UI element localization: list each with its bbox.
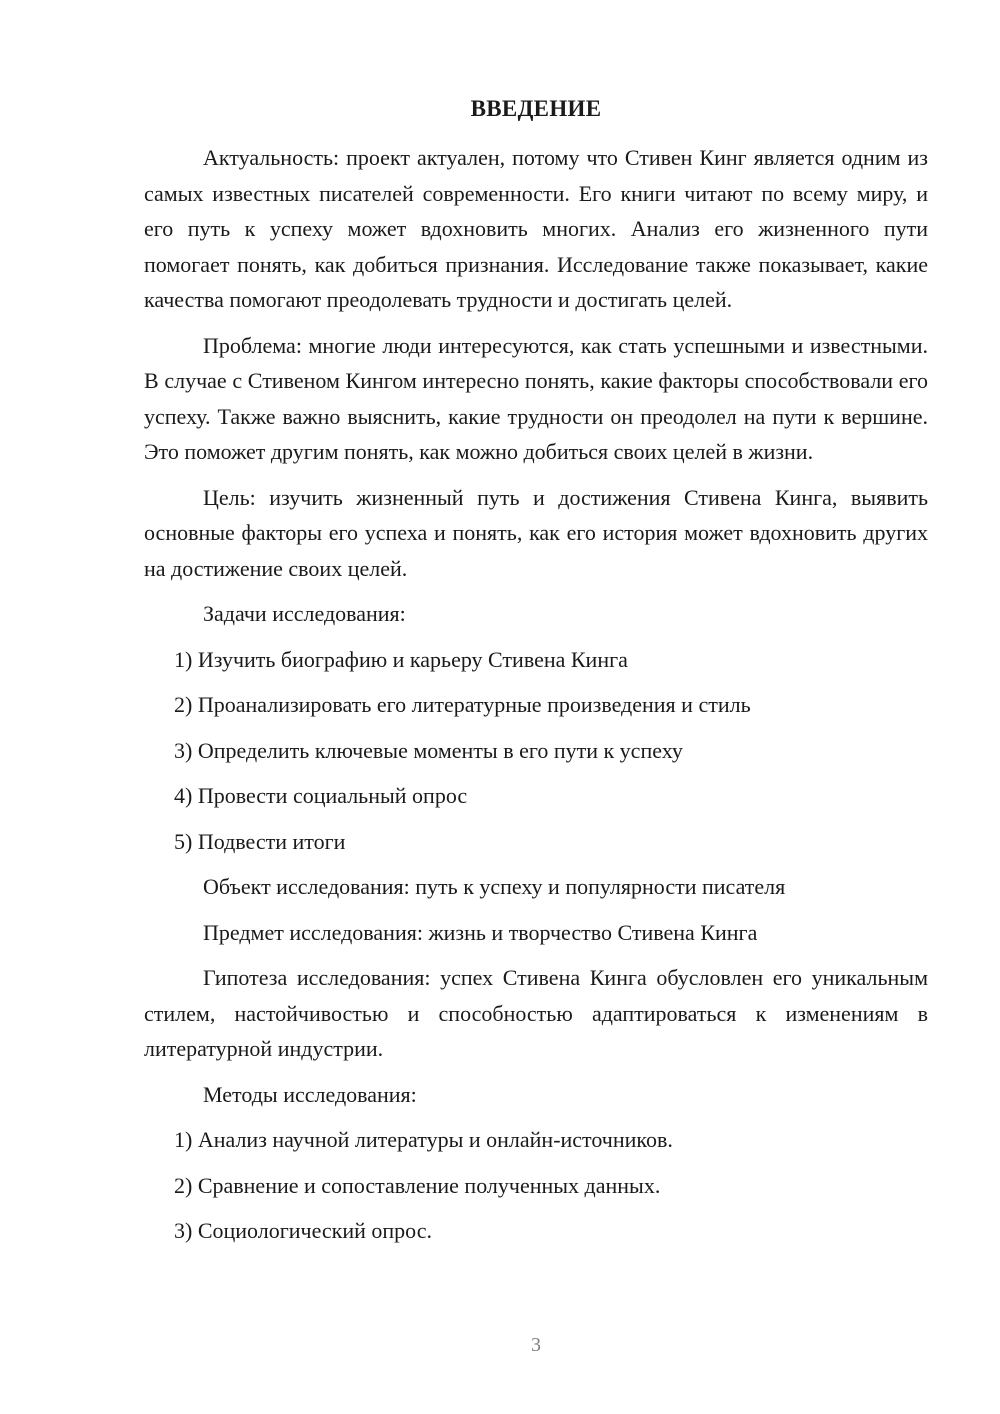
goal-paragraph: Цель: изучить жизненный путь и достижения Стивена Кинга, выявить основные факторы его успеха и понять, как его история может вдохновить других на достижение своих целей.	[144, 484, 928, 581]
tasks-title: Задачи исследования:	[203, 601, 406, 626]
task-item: 3) Определить ключевые моменты в его пути к успеху	[174, 737, 683, 763]
method-item: 3) Социологический опрос.	[174, 1218, 432, 1243]
task-item: 4) Провести социальный опрос	[174, 783, 468, 808]
section-heading: ВВЕДЕНИЕ	[470, 96, 602, 121]
problem-paragraph: Проблема: многие люди интересуются, как стать успешными и известными. В случае с Стивеном Кингом интересно понять, какие факторы способствовали его успеху. Также важно выяснить, какие трудности он преодолел на пути к вершине. Это поможет другим понять, как можно добиться своих целей в жизни.	[144, 332, 928, 464]
document-body	[144, 140, 928, 1259]
method-item: 1) Анализ научной литературы и онлайн-источников.	[174, 1127, 673, 1152]
methods-title: Методы исследования:	[203, 1081, 417, 1107]
method-item: 2) Сравнение и сопоставление полученных данных.	[174, 1172, 661, 1198]
task-item: 2) Проанализировать его литературные произведения и стиль	[174, 692, 751, 717]
relevance-paragraph: Актуальность: проект актуален, потому что Стивен Кинг является одним из самых известных писателей современности. Его книги читают по всему миру, и его путь к успеху может вдохновить многих. Анализ его жизненного пути помогает понять, как добиться признания. Исследование также показывает, какие качества помогают преодолевать трудности и достигать целей.	[144, 145, 928, 312]
research-subject: Предмет исследования: жизнь и творчество Стивена Кинга	[203, 919, 758, 945]
page-number: 3	[531, 1334, 541, 1356]
hypothesis-paragraph: Гипотеза исследования: успех Стивена Кинга обусловлен его уникальным стилем, настойчивостью и способностью адаптироваться к изменениям в литературной индустрии.	[144, 965, 928, 1061]
research-object: Объект исследования: путь к успеху и популярности писателя	[203, 874, 786, 899]
task-item: 1) Изучить биографию и карьеру Стивена Кинга	[174, 646, 628, 672]
task-item: 5) Подвести итоги	[174, 828, 346, 854]
